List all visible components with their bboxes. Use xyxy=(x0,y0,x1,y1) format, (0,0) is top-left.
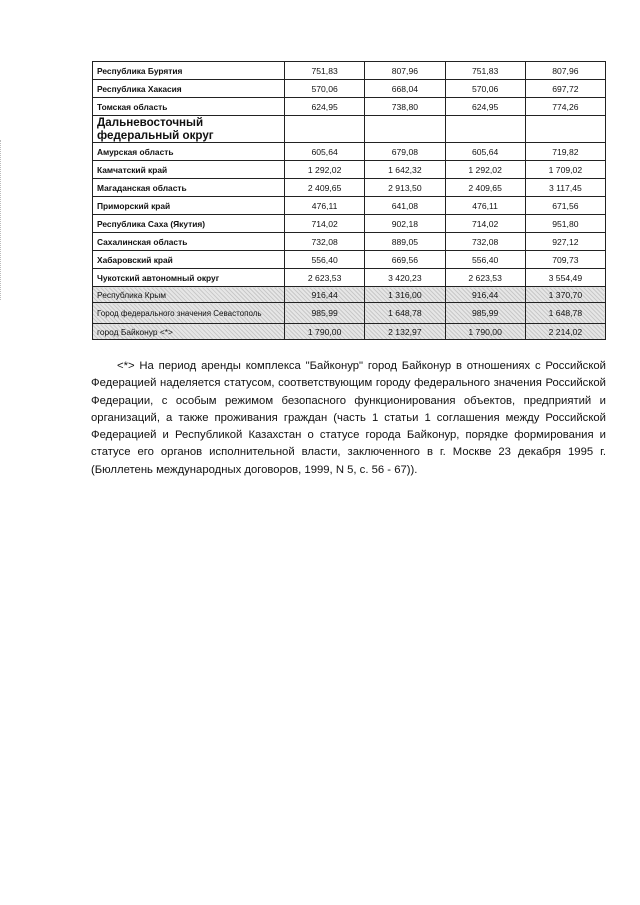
value-cell: 624,95 xyxy=(285,98,365,116)
value-cell: 570,06 xyxy=(445,80,525,98)
value-cell: 2 913,50 xyxy=(365,179,445,197)
table-row xyxy=(93,233,606,251)
table-row xyxy=(93,269,606,287)
value-cell xyxy=(285,116,365,143)
tariff-table xyxy=(92,61,606,340)
table-row xyxy=(93,98,606,116)
value-cell: 1 292,02 xyxy=(445,161,525,179)
scan-margin-marks xyxy=(0,140,5,300)
district-name: Дальневосточный федеральный округ xyxy=(93,116,285,143)
region-name: Республика Саха (Якутия) xyxy=(93,215,285,233)
value-cell: 738,80 xyxy=(365,98,445,116)
table-row xyxy=(93,215,606,233)
value-cell: 985,99 xyxy=(285,303,365,324)
table-row xyxy=(93,197,606,215)
value-cell: 3 420,23 xyxy=(365,269,445,287)
value-cell: 1 642,32 xyxy=(365,161,445,179)
value-cell: 2 623,53 xyxy=(445,269,525,287)
value-cell: 751,83 xyxy=(285,62,365,80)
value-cell: 714,02 xyxy=(445,215,525,233)
value-cell xyxy=(525,116,605,143)
value-cell: 807,96 xyxy=(525,62,605,80)
value-cell: 556,40 xyxy=(445,251,525,269)
value-cell: 751,83 xyxy=(445,62,525,80)
region-name: Чукотский автономный округ xyxy=(93,269,285,287)
value-cell: 916,44 xyxy=(285,287,365,303)
value-cell: 916,44 xyxy=(445,287,525,303)
table-row xyxy=(93,62,606,80)
table-row xyxy=(93,143,606,161)
region-name: Камчатский край xyxy=(93,161,285,179)
district-header-row xyxy=(93,116,606,143)
value-cell: 1 648,78 xyxy=(365,303,445,324)
value-cell: 3 117,45 xyxy=(525,179,605,197)
value-cell: 951,80 xyxy=(525,215,605,233)
value-cell: 807,96 xyxy=(365,62,445,80)
region-name: Приморский край xyxy=(93,197,285,215)
value-cell: 1 648,78 xyxy=(525,303,605,324)
value-cell xyxy=(445,116,525,143)
region-name: Томская область xyxy=(93,98,285,116)
table-row xyxy=(93,80,606,98)
value-cell: 709,73 xyxy=(525,251,605,269)
value-cell: 2 623,53 xyxy=(285,269,365,287)
table-row xyxy=(93,161,606,179)
value-cell: 1 790,00 xyxy=(285,324,365,340)
region-name: Амурская область xyxy=(93,143,285,161)
value-cell: 556,40 xyxy=(285,251,365,269)
value-cell: 570,06 xyxy=(285,80,365,98)
region-name: Город федерального значения Севастополь xyxy=(93,303,285,324)
value-cell: 476,11 xyxy=(285,197,365,215)
region-name: Республика Бурятия xyxy=(93,62,285,80)
value-cell: 697,72 xyxy=(525,80,605,98)
value-cell: 2 409,65 xyxy=(445,179,525,197)
table-row-shaded xyxy=(93,324,606,340)
value-cell: 889,05 xyxy=(365,233,445,251)
value-cell: 985,99 xyxy=(445,303,525,324)
region-name: Республика Хакасия xyxy=(93,80,285,98)
value-cell: 732,08 xyxy=(285,233,365,251)
value-cell: 732,08 xyxy=(445,233,525,251)
value-cell: 2 409,65 xyxy=(285,179,365,197)
value-cell: 1 292,02 xyxy=(285,161,365,179)
value-cell: 2 132,97 xyxy=(365,324,445,340)
value-cell: 719,82 xyxy=(525,143,605,161)
table-row-shaded xyxy=(93,303,606,324)
value-cell: 668,04 xyxy=(365,80,445,98)
value-cell: 669,56 xyxy=(365,251,445,269)
value-cell: 774,26 xyxy=(525,98,605,116)
value-cell: 1 790,00 xyxy=(445,324,525,340)
region-name: Хабаровский край xyxy=(93,251,285,269)
value-cell: 2 214,02 xyxy=(525,324,605,340)
value-cell: 641,08 xyxy=(365,197,445,215)
value-cell: 671,56 xyxy=(525,197,605,215)
value-cell: 902,18 xyxy=(365,215,445,233)
value-cell: 605,64 xyxy=(285,143,365,161)
value-cell xyxy=(365,116,445,143)
region-name: Сахалинская область xyxy=(93,233,285,251)
value-cell: 624,95 xyxy=(445,98,525,116)
table-row xyxy=(93,251,606,269)
table-row-shaded xyxy=(93,287,606,303)
value-cell: 605,64 xyxy=(445,143,525,161)
region-name: город Байконур <*> xyxy=(93,324,285,340)
footnote: <*> На период аренды комплекса "Байконур" город Байконур в отношениях с Российской Федерацией наделяется статусом, соответствующим городу федерального значения Российской Федерации, с особым режимом безопасного функционирования объектов, предприятий и организаций, а также проживания граждан (часть 1 статьи 1 соглашения между Российской Федерацией и Республикой Казахстан о статусе города Байконур, порядке формирования и статусе его органов исполнительной власти, заключенного в г. Москве 23 декабря 1995 г. (Бюллетень международных договоров, 1999, N 5, с. 56 - 67)). xyxy=(91,360,606,476)
value-cell: 679,08 xyxy=(365,143,445,161)
value-cell: 927,12 xyxy=(525,233,605,251)
value-cell: 1 370,70 xyxy=(525,287,605,303)
value-cell: 1 316,00 xyxy=(365,287,445,303)
table-row xyxy=(93,179,606,197)
value-cell: 476,11 xyxy=(445,197,525,215)
value-cell: 3 554,49 xyxy=(525,269,605,287)
region-name: Магаданская область xyxy=(93,179,285,197)
region-name: Республика Крым xyxy=(93,287,285,303)
value-cell: 714,02 xyxy=(285,215,365,233)
value-cell: 1 709,02 xyxy=(525,161,605,179)
